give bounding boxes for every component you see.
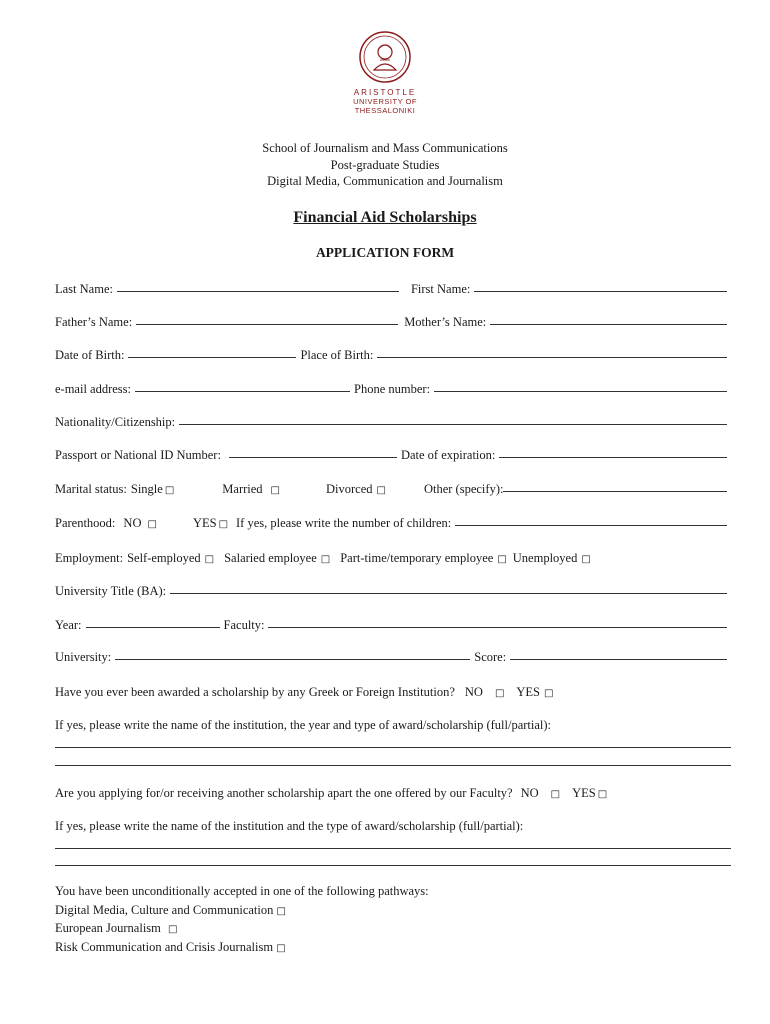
row-parenthood <box>55 516 731 531</box>
mothers-name-label: Mother’s Name: <box>404 315 487 329</box>
awarded-question: Have you ever been awarded a scholarship by any Greek or Foreign Institution? <box>55 685 455 699</box>
email-field[interactable] <box>135 390 350 392</box>
phone-field[interactable] <box>434 390 727 392</box>
university-field[interactable] <box>115 658 470 660</box>
mothers-name-field[interactable] <box>490 323 727 325</box>
divorced-label: Divorced <box>326 482 373 496</box>
single-checkbox[interactable]: □ <box>164 485 175 496</box>
single-label: Single <box>130 482 163 496</box>
dob-label: Date of Birth: <box>55 348 125 362</box>
row-employment <box>55 551 731 566</box>
pob-field[interactable] <box>377 356 727 358</box>
university-label: University: <box>55 650 112 664</box>
row-other-scholarship <box>55 786 731 801</box>
children-field[interactable] <box>455 524 727 526</box>
other-field[interactable] <box>503 490 727 492</box>
row-birth <box>55 348 731 363</box>
row-university-score <box>55 650 731 665</box>
parenthood-yes-label: YES <box>192 516 217 530</box>
nationality-label: Nationality/Citizenship: <box>55 415 176 429</box>
pathway-3-label: Risk Communication and Crisis Journalism <box>55 940 274 954</box>
pathway-2 <box>55 921 177 936</box>
parenthood-no-checkbox[interactable]: □ <box>147 519 157 530</box>
studies-level: Post-graduate Studies <box>330 157 440 172</box>
seal-icon <box>358 30 412 84</box>
parenthood-no-label: NO <box>123 516 142 530</box>
pathway-1-label: Digital Media, Culture and Communication <box>55 903 274 917</box>
phone-label: Phone number: <box>354 382 431 396</box>
row-parents <box>55 315 731 330</box>
employment-label: Employment: <box>55 551 124 565</box>
awarded-yes-checkbox[interactable]: □ <box>544 688 554 699</box>
awarded-detail-line-2[interactable] <box>55 765 731 766</box>
awarded-yes-label: YES <box>516 685 541 699</box>
row-marital <box>55 482 731 497</box>
score-field[interactable] <box>510 658 727 660</box>
pathway-1 <box>55 903 286 918</box>
parenthood-yes-checkbox[interactable]: □ <box>218 519 229 530</box>
row-nationality <box>55 415 731 430</box>
unemployed-label: Unemployed <box>512 551 578 565</box>
nationality-field[interactable] <box>179 423 727 425</box>
row-awarded <box>55 685 731 700</box>
other-yes-checkbox[interactable]: □ <box>597 789 608 800</box>
awarded-detail-line-1[interactable] <box>55 747 731 748</box>
university-logo <box>0 30 770 115</box>
other-scholarship-question: Are you applying for/or receiving another scholarship apart the one offered by our Faculty? <box>55 786 513 800</box>
married-label: Married <box>222 482 263 496</box>
married-checkbox[interactable]: □ <box>270 485 280 496</box>
logo-line-3: THESSALONIKI <box>354 106 416 115</box>
year-label: Year: <box>55 618 82 632</box>
unemployed-checkbox[interactable]: □ <box>581 554 591 565</box>
fathers-name-label: Father’s Name: <box>55 315 133 329</box>
marital-label: Marital status: <box>55 482 127 496</box>
first-name-label: First Name: <box>410 282 471 296</box>
other-detail-prompt: If yes, please write the name of the institution and the type of award/scholarship (full/partial): <box>55 819 524 833</box>
first-name-field[interactable] <box>474 290 727 292</box>
form-subtitle: APPLICATION FORM <box>315 245 455 260</box>
faculty-label: Faculty: <box>223 618 265 632</box>
dob-field[interactable] <box>128 356 296 358</box>
pathway-3-checkbox[interactable]: □ <box>276 943 286 954</box>
uni-title-label: University Title (BA): <box>55 584 167 598</box>
page-title: Financial Aid Scholarships <box>293 209 477 226</box>
passport-label: Passport or National ID Number: <box>55 448 221 462</box>
awarded-no-label: NO <box>464 685 483 699</box>
last-name-field[interactable] <box>117 290 399 292</box>
other-yes-label: YES <box>572 786 596 800</box>
other-detail-line-1[interactable] <box>55 848 731 849</box>
faculty-field[interactable] <box>268 626 727 628</box>
awarded-no-checkbox[interactable]: □ <box>494 688 505 699</box>
pathway-1-checkbox[interactable]: □ <box>276 906 286 917</box>
parenthood-label: Parenthood: <box>55 516 116 530</box>
divorced-checkbox[interactable]: □ <box>376 485 386 496</box>
parttime-label: Part-time/temporary employee <box>340 551 494 565</box>
uni-title-field[interactable] <box>170 592 727 594</box>
expiration-field[interactable] <box>499 456 727 458</box>
pathway-3 <box>55 940 286 955</box>
pathway-2-checkbox[interactable]: □ <box>168 924 178 935</box>
parttime-checkbox[interactable]: □ <box>497 554 507 565</box>
header-block <box>0 140 770 190</box>
email-label: e-mail address: <box>55 382 132 396</box>
pob-label: Place of Birth: <box>300 348 374 362</box>
expiration-label: Date of expiration: <box>400 448 496 462</box>
last-name-label: Last Name: <box>55 282 113 296</box>
children-label: If yes, please write the number of children: <box>236 516 452 530</box>
other-no-label: NO <box>520 786 539 800</box>
logo-line-2: UNIVERSITY OF <box>353 97 417 106</box>
row-contact <box>55 382 731 397</box>
logo-line-1: ARISTOTLE <box>353 88 417 97</box>
score-label: Score: <box>474 650 507 664</box>
row-passport <box>55 448 731 463</box>
year-field[interactable] <box>86 626 220 628</box>
pathways-intro: You have been unconditionally accepted in one of the following pathways: <box>55 884 429 898</box>
self-employed-label: Self-employed <box>127 551 201 565</box>
awarded-detail-prompt: If yes, please write the name of the institution, the year and type of award/scholarship (full/partial): <box>55 718 552 732</box>
other-no-checkbox[interactable]: □ <box>550 789 561 800</box>
salaried-checkbox[interactable]: □ <box>320 554 331 565</box>
school-name: School of Journalism and Mass Communications <box>262 141 508 155</box>
fathers-name-field[interactable] <box>136 323 398 325</box>
row-year-faculty <box>55 618 731 633</box>
other-label: Other (specify): <box>423 482 504 496</box>
self-employed-checkbox[interactable]: □ <box>204 554 215 565</box>
row-uni-title <box>55 584 731 599</box>
salaried-label: Salaried employee <box>224 551 317 565</box>
program-name: Digital Media, Communication and Journalism <box>267 174 503 188</box>
row-name <box>55 282 731 297</box>
other-detail-line-2[interactable] <box>55 865 731 866</box>
passport-field[interactable] <box>229 456 397 458</box>
pathway-2-label: European Journalism <box>55 921 161 935</box>
